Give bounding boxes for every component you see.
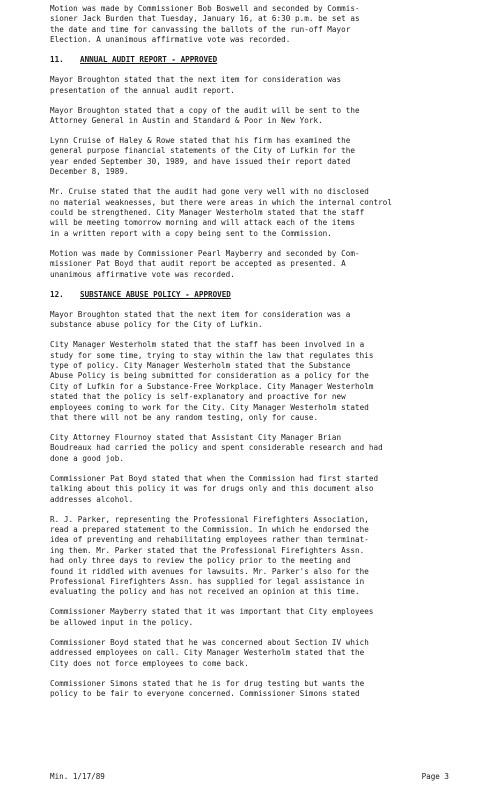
section-title: SUBSTANCE ABUSE POLICY - APPROVED bbox=[80, 289, 231, 299]
motion-paragraph: Motion was made by Commissioner Bob Boswell and seconded by Commis- sioner Jack Burden that Tuesday, January 16, at 6:30 p.m. be set as the date and time for canvassing the ballots of the run-off Mayor Election. A unanimous affirmative vote was recorded. bbox=[50, 4, 360, 45]
page-footer bbox=[50, 772, 449, 782]
section-title: ANNUAL AUDIT REPORT - APPROVED bbox=[80, 55, 218, 65]
body-paragraph: Lynn Cruise of Haley & Rowe stated that his firm has examined the general purpose financial statements of the City of Lufkin for the year ended September 30, 1989, and have issued their report dated December 8, 1989. bbox=[50, 136, 356, 177]
body-paragraph: Motion was made by Commissioner Pearl Mayberry and seconded by Com- missioner Pat Boyd that audit report be accepted as presented. A unanimous affirmative vote was recorded. bbox=[50, 248, 360, 279]
section-heading-substance-abuse bbox=[50, 290, 449, 300]
body-paragraph: Commissioner Mayberry stated that it was important that City employees be allowed input in the policy. bbox=[50, 607, 374, 627]
section-number: 12. bbox=[50, 289, 64, 299]
page-number: Page 3 bbox=[421, 772, 449, 781]
section-heading-annual-audit bbox=[50, 55, 449, 65]
body-paragraph: Commissioner Pat Boyd stated that when the Commission had first started talking about this policy it was for drugs only and this document also addresses alcohol. bbox=[50, 473, 379, 504]
footer-date: Min. 1/17/89 bbox=[50, 772, 105, 781]
body-paragraph: Mayor Broughton stated that a copy of the audit will be sent to the Attorney General in Austin and Standard & Poor in New York. bbox=[50, 105, 360, 126]
body-paragraph: City Manager Westerholm stated that the staff has been involved in a study for some time, trying to stay within the law that regulates this type of policy. City Manager Westerholm stated that the Substance Abuse Policy is being submitted for consideration as a policy for the City of Lufkin for a Substance-Free Workplace. City Manager Westerholm stated that the policy is self-explanatory and proactive for new employees coming to work for the City. City Manager Westerholm stated that there will not be any random testing, only for cause. bbox=[50, 340, 374, 422]
body-paragraph: Commissioner Simons stated that he is for drug testing but wants the policy to be fair to everyone concerned. Commissioner Simons stated bbox=[50, 678, 365, 699]
body-paragraph: R. J. Parker, representing the Professional Firefighters Association, read a prepared statement to the Commission. In which he endorsed the idea of preventing and rehabilitating employees rather than terminat- ing them. Mr. Parker stated that the Professional Firefighters Assn. had only three days to review the policy prior to the meeting and found it riddled with avenues for lawsuits. Mr. Parker's also for the Professional Firefighters Assn. has supplied for legal assistance in evaluating the policy and has not received an opinion at this time. bbox=[50, 514, 369, 597]
body-paragraph: City Attorney Flournoy stated that Assistant City Manager Brian Boudreaux had carried the policy and spent considerable research and had done a good job. bbox=[50, 432, 383, 463]
body-paragraph: Mayor Broughton stated that the next item for consideration was a substance abuse policy for the City of Lufkin. bbox=[50, 309, 351, 330]
body-paragraph: Mr. Cruise stated that the audit had gone very well with no disclosed no material weaknesses, but there were areas in which the internal control could be strengthened. City Manager Westerholm stated that the staff will be meeting tomorrow morning and will attack each of the items in a written report with a copy being sent to the Commission. bbox=[50, 187, 393, 238]
body-paragraph: Commissioner Boyd stated that he was concerned about Section IV which addressed employees on call. City Manager Westerholm stated that the City does not force employees to come back. bbox=[50, 637, 369, 668]
body-paragraph: Mayor Broughton stated that the next item for consideration was presentation of the annual audit report. bbox=[50, 75, 342, 95]
section-number: 11. bbox=[50, 55, 64, 65]
